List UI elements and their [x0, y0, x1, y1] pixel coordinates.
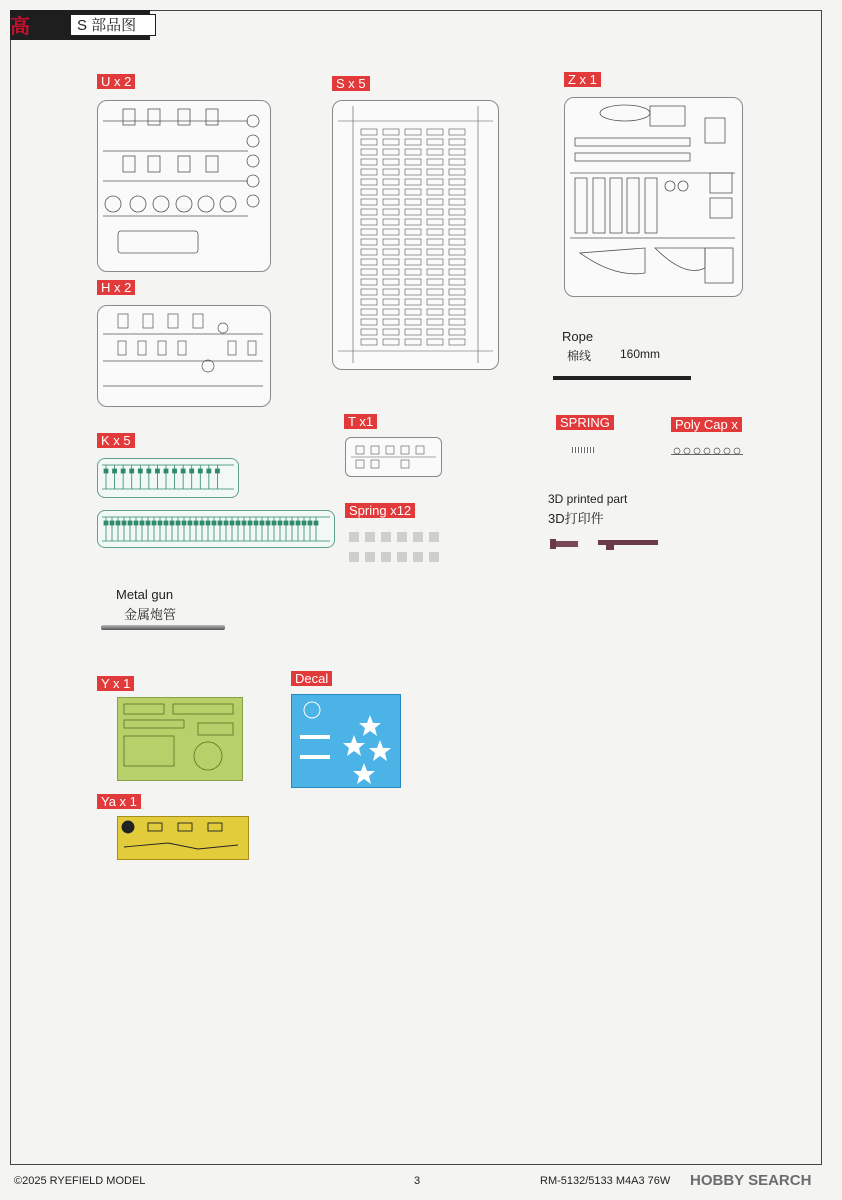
gun-label-cn: 金属炮管 [124, 607, 177, 622]
rope-label-cn: 棉线 [567, 349, 592, 363]
polycap-label: Poly Cap x [671, 417, 742, 432]
spring12-label: Spring x12 [345, 503, 415, 518]
footer-copyright: ©2025 RYEFIELD MODEL [14, 1175, 146, 1187]
sprue-t-drawing [346, 438, 441, 476]
spring-label: SPRING [556, 415, 614, 430]
printed-parts [548, 536, 668, 552]
footer-product-code: RM-5132/5133 M4A3 76W [540, 1175, 671, 1187]
page-title: S 部品图 [70, 14, 156, 36]
footer-watermark: HOBBY SEARCH [690, 1172, 812, 1189]
sprue-t [345, 437, 442, 477]
metal-gun-part [101, 625, 225, 630]
sprue-u [97, 100, 271, 272]
sprue-s-drawing [333, 101, 498, 369]
sprue-h-label: H x 2 [97, 280, 135, 295]
pe-y-sheet [117, 697, 243, 781]
watermark-logo: 高 [10, 16, 30, 38]
pe-y-label: Y x 1 [97, 676, 134, 691]
sprue-u-drawing [98, 101, 270, 271]
pe-ya-sheet [117, 816, 249, 860]
pe-ya-drawing [118, 817, 248, 859]
decal-label: Decal [291, 671, 332, 686]
sprue-u-label: U x 2 [97, 74, 135, 89]
spring12-drawing [346, 528, 446, 568]
sprue-k-small [97, 458, 239, 498]
print-label: 3D printed part [548, 492, 628, 506]
spring-part [572, 447, 594, 453]
sprue-k-label: K x 5 [97, 433, 135, 448]
gun-label: Metal gun [116, 587, 174, 602]
sprue-z-label: Z x 1 [564, 72, 601, 87]
spring12-parts [346, 528, 446, 568]
rope-part [553, 376, 691, 380]
pe-ya-label: Ya x 1 [97, 794, 141, 809]
rope-label: Rope [562, 329, 594, 344]
sprue-z [564, 97, 743, 297]
decal-drawing [292, 695, 400, 787]
sprue-t-label: T x1 [344, 414, 377, 429]
sprue-k-large-drawing [98, 511, 334, 547]
header-bar [10, 10, 150, 40]
footer-page-number: 3 [414, 1175, 421, 1187]
sprue-s [332, 100, 499, 370]
sprue-z-drawing [565, 98, 742, 296]
decal-sheet [291, 694, 401, 788]
sprue-k-small-drawing [98, 459, 238, 497]
sprue-s-label: S x 5 [332, 76, 370, 91]
sprue-h-drawing [98, 306, 270, 406]
sprue-k-large [97, 510, 335, 548]
pe-y-drawing [118, 698, 242, 780]
rope-length: 160mm [620, 347, 661, 361]
polycap-drawing [671, 447, 743, 457]
polycap-sprue [671, 444, 743, 455]
print-label-cn: 3D打印件 [548, 511, 604, 526]
sprue-h [97, 305, 271, 407]
printed-parts-drawing [548, 536, 668, 552]
